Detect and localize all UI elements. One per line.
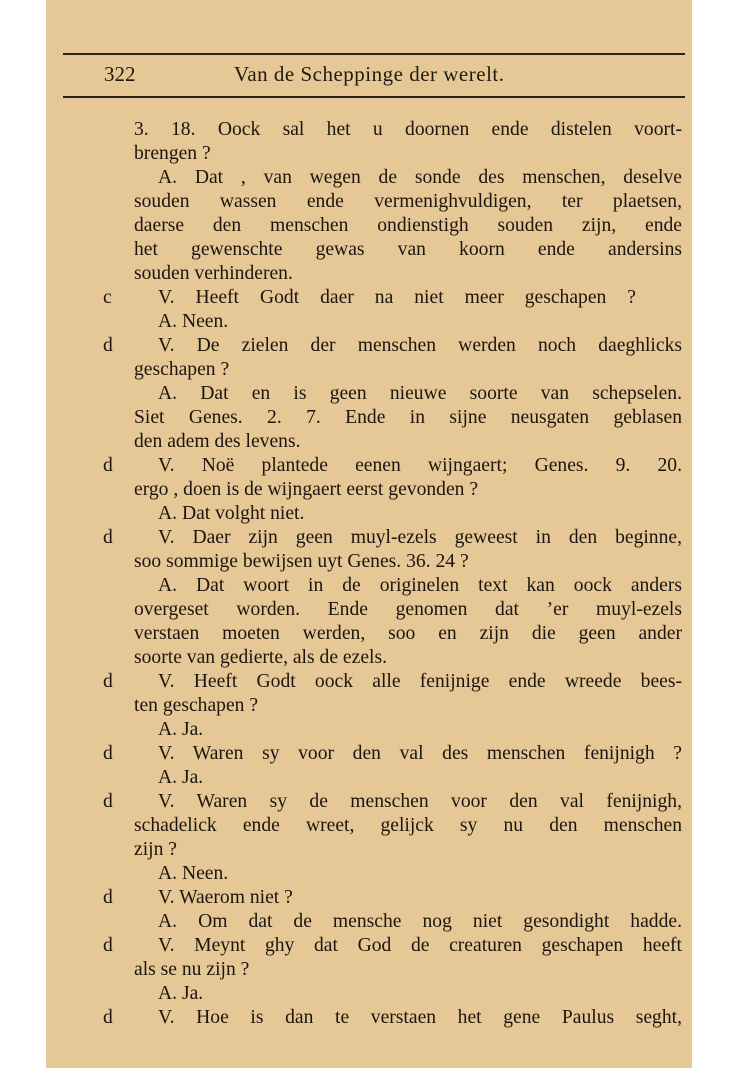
margin-mark: d bbox=[103, 455, 113, 476]
text-line: V. Noë plantede eenen wijngaert; Genes. 9. 20. bbox=[158, 455, 682, 476]
text-line: V. Hoe is dan te verstaen het gene Paulus seght, bbox=[158, 1007, 682, 1028]
text-line: A. Ja. bbox=[158, 983, 204, 1004]
text-line: ten geschapen ? bbox=[134, 695, 259, 716]
text-line: Siet Genes. 2. 7. Ende in sijne neusgaten geblasen bbox=[134, 407, 682, 428]
text-line: A. Dat en is geen nieuwe soorte van schepselen. bbox=[158, 383, 682, 404]
text-line: geschapen ? bbox=[134, 359, 230, 380]
text-line: V. Waerom niet ? bbox=[158, 887, 293, 908]
margin-mark: c bbox=[103, 287, 112, 308]
text-line: zijn ? bbox=[134, 839, 177, 860]
header-top-rule bbox=[63, 53, 685, 55]
header-bottom-rule bbox=[63, 96, 685, 98]
text-line: A. Ja. bbox=[158, 767, 204, 788]
margin-mark: d bbox=[103, 935, 113, 956]
text-line: verstaen moeten werden, soo en zijn die geen ander bbox=[134, 623, 682, 644]
running-title: Van de Scheppinge der werelt. bbox=[234, 62, 505, 86]
text-line: V. Meynt ghy dat God de creaturen geschapen heeft bbox=[158, 935, 682, 956]
page-number: 322 bbox=[104, 62, 136, 86]
text-line: schadelick ende wreet, gelijck sy nu den menschen bbox=[134, 815, 682, 836]
text-line: soorte van gedierte, als de ezels. bbox=[134, 647, 387, 668]
text-line: A. Dat volght niet. bbox=[158, 503, 305, 524]
text-line: A. Dat woort in de originelen text kan oock anders bbox=[158, 575, 682, 596]
text-line: A. Dat , van wegen de sonde des menschen, deselve bbox=[158, 167, 682, 188]
text-line: V. Waren sy voor den val des menschen fenijnigh ? bbox=[158, 743, 682, 764]
margin-mark: d bbox=[103, 791, 113, 812]
text-line: A. Neen. bbox=[158, 311, 229, 332]
text-line: ergo , doen is de wijngaert eerst gevonden ? bbox=[134, 479, 479, 500]
text-line: het gewenschte gewas van koorn ende andersins bbox=[134, 239, 682, 260]
margin-mark: d bbox=[103, 335, 113, 356]
margin-mark: d bbox=[103, 671, 113, 692]
text-line: daerse den menschen ondienstigh souden zijn, ende bbox=[134, 215, 682, 236]
text-line: V. De zielen der menschen werden noch daeghlicks bbox=[158, 335, 682, 356]
text-line: als se nu zijn ? bbox=[134, 959, 250, 980]
margin-mark: d bbox=[103, 527, 113, 548]
text-line: V. Heeft Godt daer na niet meer geschapen ? bbox=[158, 287, 636, 308]
margin-mark: d bbox=[103, 887, 113, 908]
text-line: V. Waren sy de menschen voor den val fenijnigh, bbox=[158, 791, 682, 812]
text-line: V. Daer zijn geen muyl-ezels geweest in den beginne, bbox=[158, 527, 682, 548]
margin-mark: d bbox=[103, 743, 113, 764]
text-line: overgeset worden. Ende genomen dat ’er muyl-ezels bbox=[134, 599, 682, 620]
text-line: brengen ? bbox=[134, 143, 211, 164]
text-line: 3. 18. Oock sal het u doornen ende distelen voort- bbox=[134, 119, 682, 140]
text-line: soo sommige bewijsen uyt Genes. 36. 24 ? bbox=[134, 551, 469, 572]
text-line: souden verhinderen. bbox=[134, 263, 293, 284]
text-line: V. Heeft Godt oock alle fenijnige ende wreede bees- bbox=[158, 671, 682, 692]
margin-mark: d bbox=[103, 1007, 113, 1028]
text-line: A. Om dat de mensche nog niet gesondight hadde. bbox=[158, 911, 682, 932]
text-line: A. Ja. bbox=[158, 719, 204, 740]
text-line: A. Neen. bbox=[158, 863, 229, 884]
text-line: souden wassen ende vermenighvuldigen, ter plaetsen, bbox=[134, 191, 682, 212]
text-line: den adem des levens. bbox=[134, 431, 301, 452]
